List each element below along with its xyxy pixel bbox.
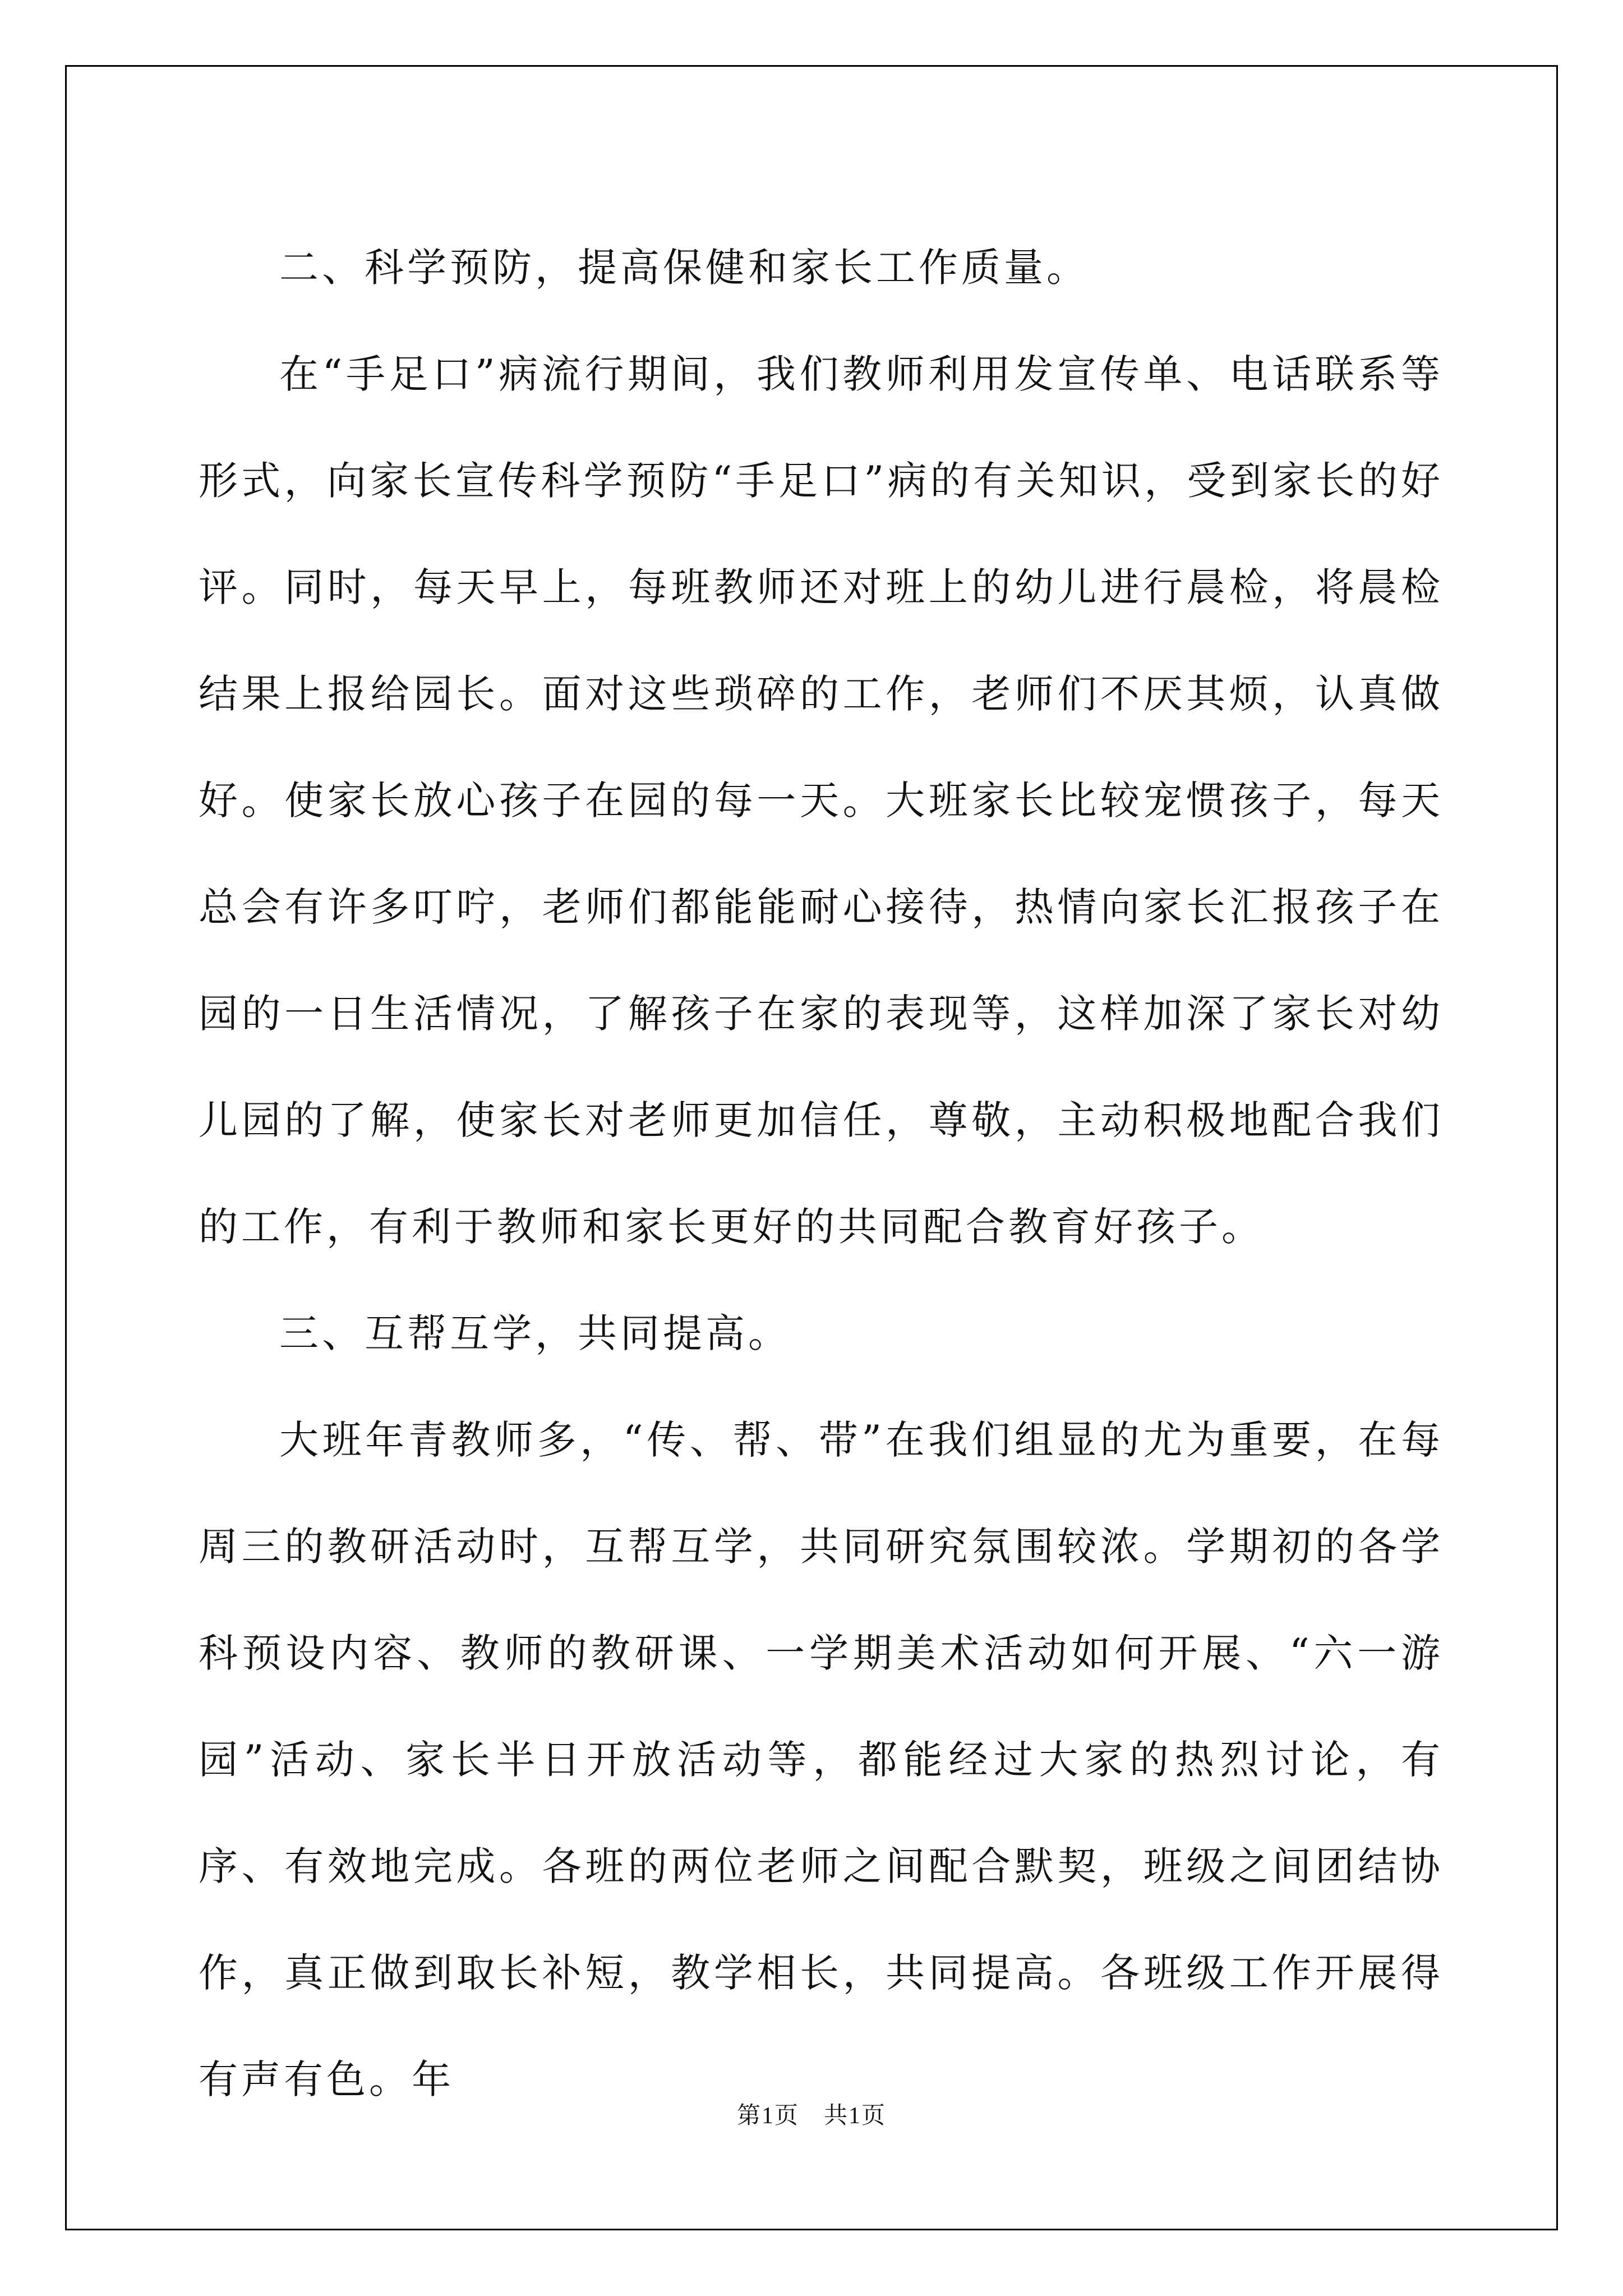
section-heading-2: 二、科学预防，提高保健和家长工作质量。: [279, 245, 1089, 291]
paragraph: 在“手足口”病流行期间，我们教师利用发宣传单、电话联系等形式，向家长宣传科学预防“手足口”病的有关知识，受到家长的好评。同时，每天早上，每班教师还对班上的幼儿进行晨检，将晨检结果上报给园长。面对这些琐碎的工作，老师们不厌其烦，认真做好。使家长放心孩子在园的每一天。大班家长比较宠惯孩子，每天总会有许多叮咛，老师们都能能耐心接待，热情向家长汇报孩子在园的一日生活情况，了解孩子在家的表现等，这样加深了家长对幼儿园的了解，使家长对老师更加信任，尊敬，主动积极地配合我们的工作，有利于教师和家长更好的共同配合教育好孩子。: [199, 351, 1444, 1250]
document-body: [199, 214, 1444, 2133]
section-heading-3: 三、互帮互学，共同提高。: [279, 1310, 791, 1356]
page-number-footer: 第1页 共1页: [736, 2103, 886, 2129]
paragraph: 大班年青教师多，“传、帮、带”在我们组显的尤为重要，在每周三的教研活动时，互帮互学，共同研究氛围较浓。学期初的各学科预设内容、教师的教研课、一学期美术活动如何开展、“六一游园”活动、家长半日开放活动等，都能经过大家的热烈讨论，有序、有效地完成。各班的两位老师之间配合默契，班级之间团结协作，真正做到取长补短，教学相长，共同提高。各班级工作开展得有声有色。年: [199, 1417, 1444, 2102]
